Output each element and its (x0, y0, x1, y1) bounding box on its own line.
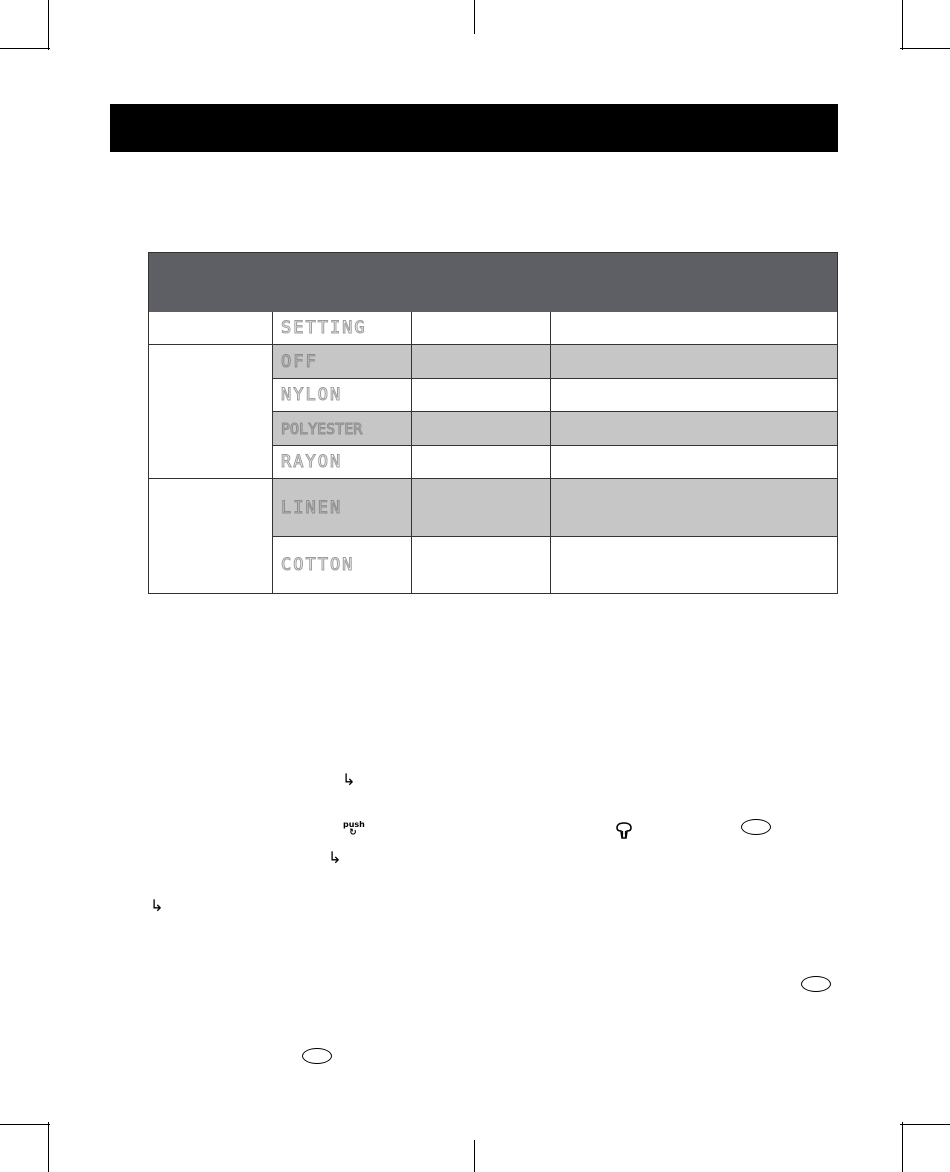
table-cell (551, 379, 837, 412)
crop-mark (0, 1124, 50, 1125)
push-arrow-icon: ↻ (349, 828, 357, 838)
table-cell (551, 479, 837, 537)
arrow-return-icon: ↳ (150, 896, 164, 915)
table-cell (412, 379, 551, 412)
table-cell (412, 537, 551, 593)
crop-mark (48, 0, 49, 50)
table-group-cell (149, 345, 273, 479)
table-header (149, 253, 837, 313)
table-cell-setting (273, 479, 412, 537)
section-header-bar (110, 104, 838, 152)
table-cell (412, 345, 551, 379)
table-cell (412, 412, 551, 446)
oval-button-icon (302, 1048, 332, 1064)
oval-button-icon (741, 819, 771, 835)
lcd-setting-label: SETTING (281, 318, 367, 338)
crop-mark (474, 0, 475, 34)
settings-table (148, 252, 838, 594)
table-cell (551, 537, 837, 593)
table-cell-setting (273, 345, 412, 379)
table-cell (551, 312, 837, 345)
table-cell (551, 412, 837, 446)
arrow-return-icon: ↳ (342, 770, 356, 789)
push-label: push (343, 820, 365, 829)
table-group-cell (149, 479, 273, 593)
push-icon (343, 821, 363, 837)
crop-mark (902, 0, 903, 50)
crop-mark (48, 1122, 49, 1172)
oval-button-icon (801, 976, 831, 992)
table-cell (412, 312, 551, 345)
table-cell-setting (273, 312, 412, 345)
lcd-nylon: NYLON (281, 385, 343, 405)
arrow-return-icon: ↳ (328, 848, 342, 867)
table-cell (149, 312, 273, 345)
crop-mark (0, 48, 50, 49)
table-cell (551, 446, 837, 479)
table-cell-setting (273, 446, 412, 479)
table-cell (412, 479, 551, 537)
lcd-rayon: RAYON (281, 452, 343, 472)
lcd-off: OFF (281, 351, 318, 372)
crop-mark (902, 1122, 903, 1172)
crop-mark (474, 1140, 475, 1172)
lcd-linen: LINEN (281, 497, 343, 518)
table-cell-setting (273, 379, 412, 412)
steam-icon (614, 822, 634, 840)
lcd-polyester: POLYESTER (281, 419, 363, 438)
table-cell (551, 345, 837, 379)
crop-mark (900, 1124, 950, 1125)
lcd-cotton: COTTON (281, 555, 355, 575)
table-cell (412, 446, 551, 479)
table-cell-setting (273, 412, 412, 446)
table-cell-setting (273, 537, 412, 593)
crop-mark (900, 48, 950, 49)
